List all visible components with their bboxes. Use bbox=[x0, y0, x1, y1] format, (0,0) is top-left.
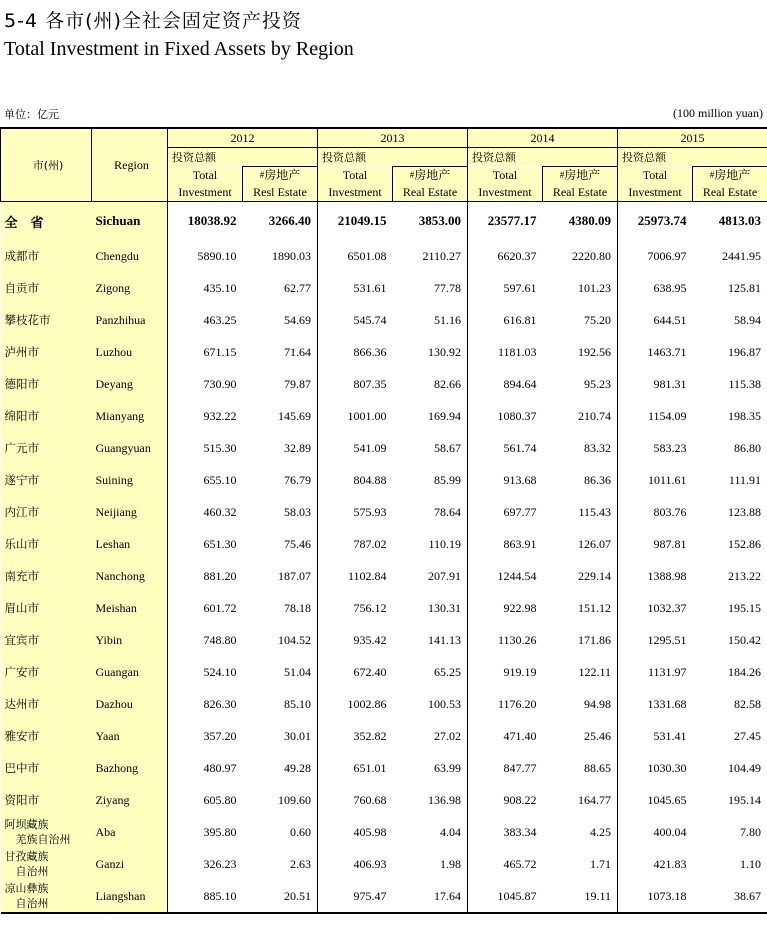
city-name-cn: 自贡市 bbox=[1, 272, 92, 304]
value-cell: 192.56 bbox=[543, 336, 618, 368]
city-name-cn: 宜宾市 bbox=[1, 624, 92, 656]
value-cell: 130.31 bbox=[393, 592, 468, 624]
region-name-en: Neijiang bbox=[92, 496, 168, 528]
city-name-cn: 泸州市 bbox=[1, 336, 92, 368]
value-cell: 21049.15 bbox=[337, 213, 387, 228]
value-cell: 601.72 bbox=[203, 600, 237, 615]
value-cell: 935.42 bbox=[353, 632, 387, 647]
value-cell: 894.64 bbox=[503, 376, 537, 391]
value-cell: 213.22 bbox=[693, 560, 767, 592]
value-cell: 85.10 bbox=[243, 688, 318, 720]
value-cell: 78.64 bbox=[393, 496, 468, 528]
city-name-cn: 遂宁市 bbox=[1, 464, 92, 496]
table-row bbox=[1, 304, 767, 336]
city-name-cn: 攀枝花市 bbox=[1, 304, 92, 336]
value-cell: 75.46 bbox=[243, 528, 318, 560]
value-cell: 651.30 bbox=[203, 536, 237, 551]
value-cell: 460.32 bbox=[203, 504, 237, 519]
table-row bbox=[1, 848, 767, 880]
value-cell: 145.69 bbox=[243, 400, 318, 432]
total-en-header-2013: Total Investment bbox=[318, 167, 393, 202]
value-cell: 1001.00 bbox=[347, 408, 387, 423]
table-row bbox=[1, 240, 767, 272]
value-cell: 32.89 bbox=[243, 432, 318, 464]
value-cell: 597.61 bbox=[503, 280, 537, 295]
value-cell: 1030.30 bbox=[647, 760, 687, 775]
value-cell: 79.87 bbox=[243, 368, 318, 400]
value-cell: 644.51 bbox=[653, 312, 687, 327]
region-name-en: Aba bbox=[92, 816, 168, 848]
value-cell: 20.51 bbox=[243, 880, 318, 913]
city-name-cn: 成都市 bbox=[1, 240, 92, 272]
year-header-2014: 2014 bbox=[468, 128, 618, 148]
value-cell: 65.25 bbox=[393, 656, 468, 688]
value-cell: 1002.86 bbox=[347, 696, 387, 711]
value-cell: 82.58 bbox=[693, 688, 767, 720]
region-name-en: Yaan bbox=[92, 720, 168, 752]
table-row bbox=[1, 464, 767, 496]
title-chinese: 5-4 各市(州)全社会固定资产投资 bbox=[4, 10, 302, 32]
city-name-cn: 乐山市 bbox=[1, 528, 92, 560]
table-row bbox=[1, 656, 767, 688]
real-estate-header-2015: #房地产 Real Estate bbox=[693, 167, 767, 202]
value-cell: 100.53 bbox=[393, 688, 468, 720]
value-cell: 141.13 bbox=[393, 624, 468, 656]
region-name-en: Ganzi bbox=[92, 848, 168, 880]
unit-label-chinese: 单位：亿元 bbox=[4, 108, 59, 121]
value-cell: 62.77 bbox=[243, 272, 318, 304]
value-cell: 54.69 bbox=[243, 304, 318, 336]
value-cell: 38.67 bbox=[693, 880, 767, 913]
value-cell: 196.87 bbox=[693, 336, 767, 368]
year-header-2012: 2012 bbox=[168, 128, 318, 148]
value-cell: 210.74 bbox=[543, 400, 618, 432]
value-cell: 531.41 bbox=[653, 728, 687, 743]
region-name-en: Bazhong bbox=[92, 752, 168, 784]
city-name-cn: 全 省 bbox=[1, 202, 92, 241]
value-cell: 7006.97 bbox=[647, 248, 687, 263]
value-cell: 975.47 bbox=[318, 880, 393, 913]
value-cell: 78.18 bbox=[243, 592, 318, 624]
value-cell: 672.40 bbox=[353, 664, 387, 679]
value-cell: 171.86 bbox=[543, 624, 618, 656]
value-cell: 803.76 bbox=[653, 504, 687, 519]
value-cell: 104.52 bbox=[243, 624, 318, 656]
value-cell: 471.40 bbox=[503, 728, 537, 743]
city-name-cn: 绵阳市 bbox=[1, 400, 92, 432]
value-cell: 383.34 bbox=[503, 824, 537, 839]
region-name-en: Deyang bbox=[92, 368, 168, 400]
value-cell: 463.25 bbox=[203, 312, 237, 327]
value-cell: 575.93 bbox=[353, 504, 387, 519]
value-cell: 881.20 bbox=[203, 568, 237, 583]
value-cell: 187.07 bbox=[243, 560, 318, 592]
value-cell: 51.04 bbox=[243, 656, 318, 688]
year-header-2013: 2013 bbox=[318, 128, 468, 148]
value-cell: 76.79 bbox=[243, 464, 318, 496]
region-name-en: Guangyuan bbox=[92, 432, 168, 464]
total-en-header-2012: Total Investment bbox=[168, 167, 243, 202]
value-cell: 184.26 bbox=[693, 656, 767, 688]
value-cell: 919.19 bbox=[503, 664, 537, 679]
value-cell: 515.30 bbox=[203, 440, 237, 455]
value-cell: 123.88 bbox=[693, 496, 767, 528]
value-cell: 151.12 bbox=[543, 592, 618, 624]
value-cell: 130.92 bbox=[393, 336, 468, 368]
value-cell: 1.10 bbox=[693, 848, 767, 880]
value-cell: 987.81 bbox=[653, 536, 687, 551]
table-row bbox=[1, 720, 767, 752]
value-cell: 5890.10 bbox=[197, 248, 237, 263]
value-cell: 465.72 bbox=[503, 856, 537, 871]
title-english: Total Investment in Fixed Assets by Region bbox=[4, 38, 354, 60]
value-cell: 6620.37 bbox=[497, 248, 537, 263]
value-cell: 115.43 bbox=[543, 496, 618, 528]
value-cell: 932.22 bbox=[203, 408, 237, 423]
value-cell: 82.66 bbox=[393, 368, 468, 400]
value-cell: 605.80 bbox=[203, 792, 237, 807]
city-name-cn: 凉山彝族 自治州 bbox=[1, 880, 92, 913]
value-cell: 88.65 bbox=[543, 752, 618, 784]
total-cn-header-2015: 投资总额 bbox=[618, 148, 767, 167]
total-en-header-2014: Total Investment bbox=[468, 167, 543, 202]
table-row bbox=[1, 592, 767, 624]
value-cell: 616.81 bbox=[503, 312, 537, 327]
real-estate-header-2013: #房地产 Real Estate bbox=[393, 167, 468, 202]
value-cell: 2220.80 bbox=[543, 240, 618, 272]
total-en-header-2015: Total Investment bbox=[618, 167, 693, 202]
value-cell: 1181.03 bbox=[497, 344, 537, 359]
value-cell: 58.94 bbox=[693, 304, 767, 336]
region-name-en: Dazhou bbox=[92, 688, 168, 720]
value-cell: 3853.00 bbox=[393, 202, 468, 241]
value-cell: 2.63 bbox=[243, 848, 318, 880]
table-row bbox=[1, 560, 767, 592]
value-cell: 531.61 bbox=[353, 280, 387, 295]
value-cell: 104.49 bbox=[693, 752, 767, 784]
value-cell: 638.95 bbox=[653, 280, 687, 295]
table-row bbox=[1, 688, 767, 720]
value-cell: 357.20 bbox=[203, 728, 237, 743]
unit-label-english: (100 million yuan) bbox=[673, 106, 763, 120]
value-cell: 195.14 bbox=[693, 784, 767, 816]
value-cell: 6501.08 bbox=[347, 248, 387, 263]
value-cell: 885.10 bbox=[168, 880, 243, 913]
value-cell: 86.80 bbox=[693, 432, 767, 464]
value-cell: 922.98 bbox=[503, 600, 537, 615]
table-row bbox=[1, 272, 767, 304]
value-cell: 756.12 bbox=[353, 600, 387, 615]
table-row bbox=[1, 752, 767, 784]
value-cell: 1045.65 bbox=[647, 792, 687, 807]
value-cell: 207.91 bbox=[393, 560, 468, 592]
region-name-en: Liangshan bbox=[92, 880, 168, 913]
value-cell: 85.99 bbox=[393, 464, 468, 496]
value-cell: 25.46 bbox=[543, 720, 618, 752]
value-cell: 847.77 bbox=[503, 760, 537, 775]
value-cell: 71.64 bbox=[243, 336, 318, 368]
table-row bbox=[1, 528, 767, 560]
region-name-en: Leshan bbox=[92, 528, 168, 560]
value-cell: 545.74 bbox=[353, 312, 387, 327]
table-row bbox=[1, 336, 767, 368]
city-name-cn: 德阳市 bbox=[1, 368, 92, 400]
value-cell: 86.36 bbox=[543, 464, 618, 496]
value-cell: 49.28 bbox=[243, 752, 318, 784]
city-name-cn: 资阳市 bbox=[1, 784, 92, 816]
value-cell: 1890.03 bbox=[243, 240, 318, 272]
region-column-header: Region bbox=[92, 128, 168, 202]
value-cell: 541.09 bbox=[353, 440, 387, 455]
value-cell: 326.23 bbox=[203, 856, 237, 871]
value-cell: 2110.27 bbox=[393, 240, 468, 272]
total-cn-header-2012: 投资总额 bbox=[168, 148, 318, 167]
value-cell: 804.88 bbox=[353, 472, 387, 487]
value-cell: 3266.40 bbox=[243, 202, 318, 241]
value-cell: 229.14 bbox=[543, 560, 618, 592]
value-cell: 77.78 bbox=[393, 272, 468, 304]
value-cell: 1331.68 bbox=[647, 696, 687, 711]
value-cell: 4.25 bbox=[543, 816, 618, 848]
value-cell: 1131.97 bbox=[647, 664, 687, 679]
value-cell: 421.83 bbox=[653, 856, 687, 871]
value-cell: 30.01 bbox=[243, 720, 318, 752]
total-cn-header-2013: 投资总额 bbox=[318, 148, 468, 167]
value-cell: 2441.95 bbox=[693, 240, 767, 272]
value-cell: 1388.98 bbox=[647, 568, 687, 583]
table-row bbox=[1, 624, 767, 656]
value-cell: 730.90 bbox=[203, 376, 237, 391]
value-cell: 110.19 bbox=[393, 528, 468, 560]
city-name-cn: 内江市 bbox=[1, 496, 92, 528]
value-cell: 863.91 bbox=[503, 536, 537, 551]
table-body bbox=[1, 202, 767, 914]
table-row bbox=[1, 496, 767, 528]
table-header bbox=[1, 128, 767, 202]
city-column-header: 市(州) bbox=[1, 128, 92, 202]
value-cell: 58.67 bbox=[393, 432, 468, 464]
value-cell: 169.94 bbox=[393, 400, 468, 432]
table-row bbox=[1, 880, 767, 913]
value-cell: 198.35 bbox=[693, 400, 767, 432]
value-cell: 1.98 bbox=[393, 848, 468, 880]
value-cell: 807.35 bbox=[353, 376, 387, 391]
table-row bbox=[1, 432, 767, 464]
value-cell: 122.11 bbox=[543, 656, 618, 688]
region-name-en: Zigong bbox=[92, 272, 168, 304]
value-cell: 866.36 bbox=[353, 344, 387, 359]
value-cell: 1244.54 bbox=[497, 568, 537, 583]
value-cell: 4.04 bbox=[393, 816, 468, 848]
region-name-en: Nanchong bbox=[92, 560, 168, 592]
value-cell: 1080.37 bbox=[497, 408, 537, 423]
region-name-en: Panzhihua bbox=[92, 304, 168, 336]
city-name-cn: 雅安市 bbox=[1, 720, 92, 752]
table-row bbox=[1, 816, 767, 848]
value-cell: 435.10 bbox=[203, 280, 237, 295]
real-estate-header-2014: #房地产 Real Estate bbox=[543, 167, 618, 202]
value-cell: 83.32 bbox=[543, 432, 618, 464]
value-cell: 1045.87 bbox=[468, 880, 543, 913]
value-cell: 136.98 bbox=[393, 784, 468, 816]
region-name-en: Mianyang bbox=[92, 400, 168, 432]
region-name-en: Meishan bbox=[92, 592, 168, 624]
value-cell: 27.02 bbox=[393, 720, 468, 752]
table-row bbox=[1, 202, 767, 241]
city-name-cn: 南充市 bbox=[1, 560, 92, 592]
value-cell: 655.10 bbox=[203, 472, 237, 487]
value-cell: 1073.18 bbox=[618, 880, 693, 913]
city-name-cn: 达州市 bbox=[1, 688, 92, 720]
value-cell: 651.01 bbox=[353, 760, 387, 775]
value-cell: 760.68 bbox=[353, 792, 387, 807]
value-cell: 1.71 bbox=[543, 848, 618, 880]
value-cell: 4813.03 bbox=[693, 202, 767, 241]
value-cell: 405.98 bbox=[353, 824, 387, 839]
value-cell: 787.02 bbox=[353, 536, 387, 551]
value-cell: 7.80 bbox=[693, 816, 767, 848]
value-cell: 126.07 bbox=[543, 528, 618, 560]
real-estate-header-2012: #房地产 Resl Estate bbox=[243, 167, 318, 202]
value-cell: 406.93 bbox=[353, 856, 387, 871]
region-name-en: Guangan bbox=[92, 656, 168, 688]
value-cell: 1463.71 bbox=[647, 344, 687, 359]
value-cell: 164.77 bbox=[543, 784, 618, 816]
value-cell: 27.45 bbox=[693, 720, 767, 752]
region-name-en: Sichuan bbox=[92, 202, 168, 241]
value-cell: 95.23 bbox=[543, 368, 618, 400]
region-name-en: Chengdu bbox=[92, 240, 168, 272]
value-cell: 94.98 bbox=[543, 688, 618, 720]
value-cell: 63.99 bbox=[393, 752, 468, 784]
city-name-cn: 巴中市 bbox=[1, 752, 92, 784]
value-cell: 395.80 bbox=[203, 824, 237, 839]
value-cell: 697.77 bbox=[503, 504, 537, 519]
city-name-cn: 甘孜藏族 自治州 bbox=[1, 848, 92, 880]
city-name-cn: 广元市 bbox=[1, 432, 92, 464]
table-row bbox=[1, 400, 767, 432]
table-row bbox=[1, 784, 767, 816]
value-cell: 25973.74 bbox=[637, 213, 687, 228]
value-cell: 1130.26 bbox=[497, 632, 537, 647]
value-cell: 75.20 bbox=[543, 304, 618, 336]
investment-table bbox=[0, 127, 767, 914]
value-cell: 0.60 bbox=[243, 816, 318, 848]
value-cell: 748.80 bbox=[203, 632, 237, 647]
value-cell: 125.81 bbox=[693, 272, 767, 304]
value-cell: 1176.20 bbox=[497, 696, 537, 711]
value-cell: 1295.51 bbox=[647, 632, 687, 647]
value-cell: 1154.09 bbox=[647, 408, 687, 423]
value-cell: 1011.61 bbox=[647, 472, 687, 487]
value-cell: 18038.92 bbox=[187, 213, 237, 228]
value-cell: 109.60 bbox=[243, 784, 318, 816]
value-cell: 19.11 bbox=[543, 880, 618, 913]
value-cell: 58.03 bbox=[243, 496, 318, 528]
value-cell: 4380.09 bbox=[543, 202, 618, 241]
value-cell: 480.97 bbox=[203, 760, 237, 775]
value-cell: 908.22 bbox=[503, 792, 537, 807]
value-cell: 826.30 bbox=[203, 696, 237, 711]
value-cell: 671.15 bbox=[203, 344, 237, 359]
value-cell: 115.38 bbox=[693, 368, 767, 400]
region-name-en: Ziyang bbox=[92, 784, 168, 816]
region-name-en: Luzhou bbox=[92, 336, 168, 368]
region-name-en: Yibin bbox=[92, 624, 168, 656]
value-cell: 561.74 bbox=[503, 440, 537, 455]
value-cell: 524.10 bbox=[203, 664, 237, 679]
city-name-cn: 眉山市 bbox=[1, 592, 92, 624]
value-cell: 352.82 bbox=[353, 728, 387, 743]
value-cell: 583.23 bbox=[653, 440, 687, 455]
total-cn-header-2014: 投资总额 bbox=[468, 148, 618, 167]
region-name-en: Suining bbox=[92, 464, 168, 496]
value-cell: 1102.84 bbox=[347, 568, 387, 583]
value-cell: 51.16 bbox=[393, 304, 468, 336]
value-cell: 981.31 bbox=[653, 376, 687, 391]
value-cell: 400.04 bbox=[653, 824, 687, 839]
value-cell: 17.64 bbox=[393, 880, 468, 913]
value-cell: 101.23 bbox=[543, 272, 618, 304]
value-cell: 195.15 bbox=[693, 592, 767, 624]
year-header-2015: 2015 bbox=[618, 128, 767, 148]
value-cell: 150.42 bbox=[693, 624, 767, 656]
value-cell: 23577.17 bbox=[487, 213, 537, 228]
city-name-cn: 阿坝藏族 羌族自治州 bbox=[1, 816, 92, 848]
value-cell: 913.68 bbox=[503, 472, 537, 487]
city-name-cn: 广安市 bbox=[1, 656, 92, 688]
value-cell: 1032.37 bbox=[647, 600, 687, 615]
value-cell: 152.86 bbox=[693, 528, 767, 560]
value-cell: 111.91 bbox=[693, 464, 767, 496]
table-row bbox=[1, 368, 767, 400]
